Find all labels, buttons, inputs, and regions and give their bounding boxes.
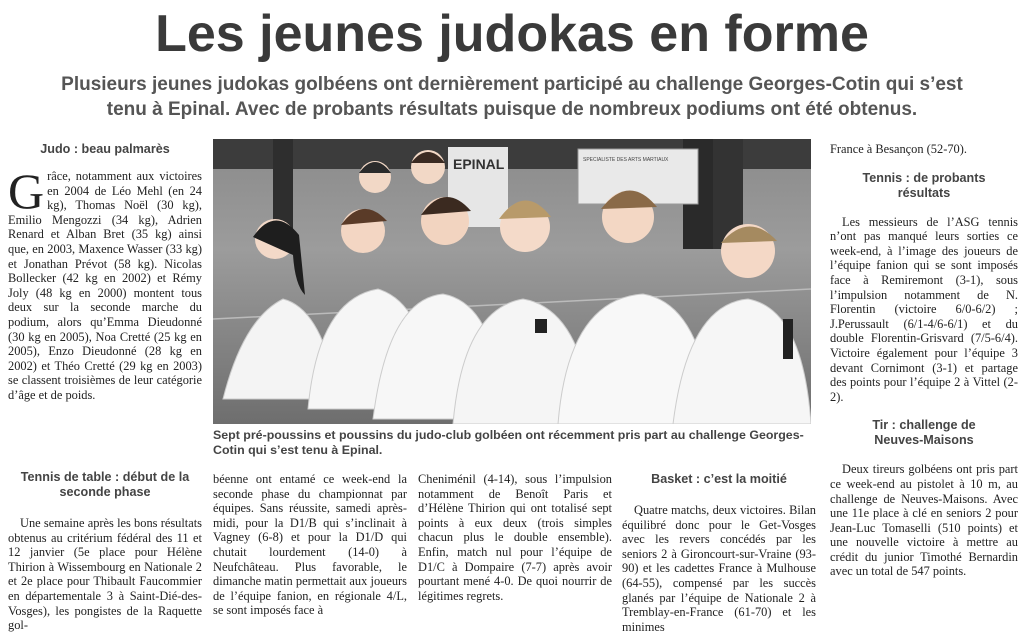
judo-heading: Judo : beau palmarès: [40, 142, 170, 156]
banner-text: EPINAL: [453, 156, 505, 172]
article-title: Les jeunes judokas en forme: [155, 5, 869, 63]
tennis-de-table-body-1: Une semaine après les bons résultats obtenus au critérium fédéral des 11 et 12 janvier (5e place pour Hélène Thirion à Wissembourg en Nationale 2 et 2e place pour Thibault Faucommier en départementale 3 à Saint-Dié-des-Vosges), les pongistes de la Raquette gol-: [8, 516, 202, 633]
judo-photo: [213, 139, 811, 424]
tennis-de-table-column-2: [213, 472, 407, 618]
tir-heading: Tir : challenge de Neuves-Maisons: [872, 418, 976, 448]
judo-column: [8, 142, 202, 403]
poster-text: SPECIALISTE DES ARTS MARTIAUX: [583, 157, 669, 163]
judo-body: [8, 163, 202, 403]
tir-body: Deux tireurs golbéens ont pris part ce week-end au pistolet à 10 m, au challenge de Neuves-Maisons. Avec une 11e place à clé en seniors 2 pour Jean-Luc Tomaselli (510 points) et une nouvelle victoire à mettre au crédit du junior Timothé Bernardin avec un total de 547 points.: [830, 462, 1018, 579]
judo-dropcap: G: [8, 163, 45, 219]
photo-caption: Sept pré-poussins et poussins du judo-club golbéen ont récemment pris part au challenge Georges-Cotin qui s’est tenu à Epinal.: [213, 428, 804, 457]
tennis-de-table-body-3: Cheniménil (4-14), sous l’impulsion notamment de Benoît Paris et d’Hélène Thirion qui ont totalisé sept points à eux deux (trois simples chacun plus le double ensemble). Enfin, match nul pour l’équipe de D1/C à Dompaire (7-7) après avoir pourtant mené 4-0. De quoi nourrir de légitimes regrets.: [418, 472, 612, 603]
right-column: [830, 142, 1018, 579]
judo-photo-illustration: [213, 139, 811, 424]
tennis-de-table-heading: Tennis de table : début de la seconde phase: [20, 470, 190, 499]
tennis-de-table-body-2: béenne ont entamé ce week-end la seconde phase du championnat par équipes. Sans réussite, samedi après-midi, pour la D1/B qui s’inclinait à Vagney (6-8) et pour la D1/D qui chutait lourdement (14-0) à Neufchâteau. Plus favorable, le dimanche matin permettait aux joueurs de l’équipe fanion, en régionale 4/L, se sont imposés face à: [213, 472, 407, 618]
tennis-de-table-column: [8, 470, 202, 633]
judo-body-text: râce, notamment aux victoires en 2004 de Léo Mehl (en 24 kg), Thomas Noël (30 kg), Emilio Mengozzi (34 kg), Adrien Renard et Alban Bret (35 kg) ainsi que, en 2003, Maxence Wasser (33 kg) et Jonathan Prévot (58 kg). Nicolas Bollecker (42 kg en 2002) et Rémy Joly (48 kg en 2000) montent tous deux sur la seconde marche du podium, alors qu’Emma Dieudonné (30 kg en 2005), Noa Cretté (25 kg en 2005), Enzo Dieudonné (28 kg en 2002) et Théo Cretté (29 kg en 2003) se classent troisièmes de leur catégorie d’âge et de poids.: [8, 169, 202, 402]
basket-heading: Basket : c’est la moitié: [651, 472, 787, 486]
article-subtitle: Plusieurs jeunes judokas golbéens ont dernièrement participé au challenge Georges-Cotin qui s’est tenu à Epinal. Avec de probants résultats puisque de nombreux podiums ont été obtenus.: [61, 74, 963, 120]
tennis-heading: Tennis : de probants résultats: [862, 170, 986, 200]
basket-body: Quatre matchs, deux victoires. Bilan équilibré donc pour le Get-Vosges avec les revers concédés par les seniors 2 à Gironcourt-sur-Vraine (93-90) et les cadettes France à Mulhouse (64-55), compensé par les succès glanés par l’équipe de Nationale 2 à Tremblay-en-France (61-70) et les minimes: [622, 503, 816, 634]
tennis-body: Les messieurs de l’ASG tennis n’ont pas manqué leurs sorties ce week-end, à l’image des joueurs de l’équipe fanion qui se sont imposés face à Remiremont (3-1), sous l’impulsion notamment de N. Florentin (victoire 6/0-6/2) ; J.Perussault (6/1-4/6-6/1) et du double Florentin-Grisvard (7/5-6/4). Victoire également pour l’équipe 3 devant Cornimont (3-1) et partage des points pour l’équipe 2 à Vittel (2-2).: [830, 214, 1018, 404]
tennis-de-table-column-3: [418, 472, 612, 603]
basket-continued: France à Besançon (52-70).: [830, 142, 967, 156]
basket-column: [622, 472, 816, 634]
